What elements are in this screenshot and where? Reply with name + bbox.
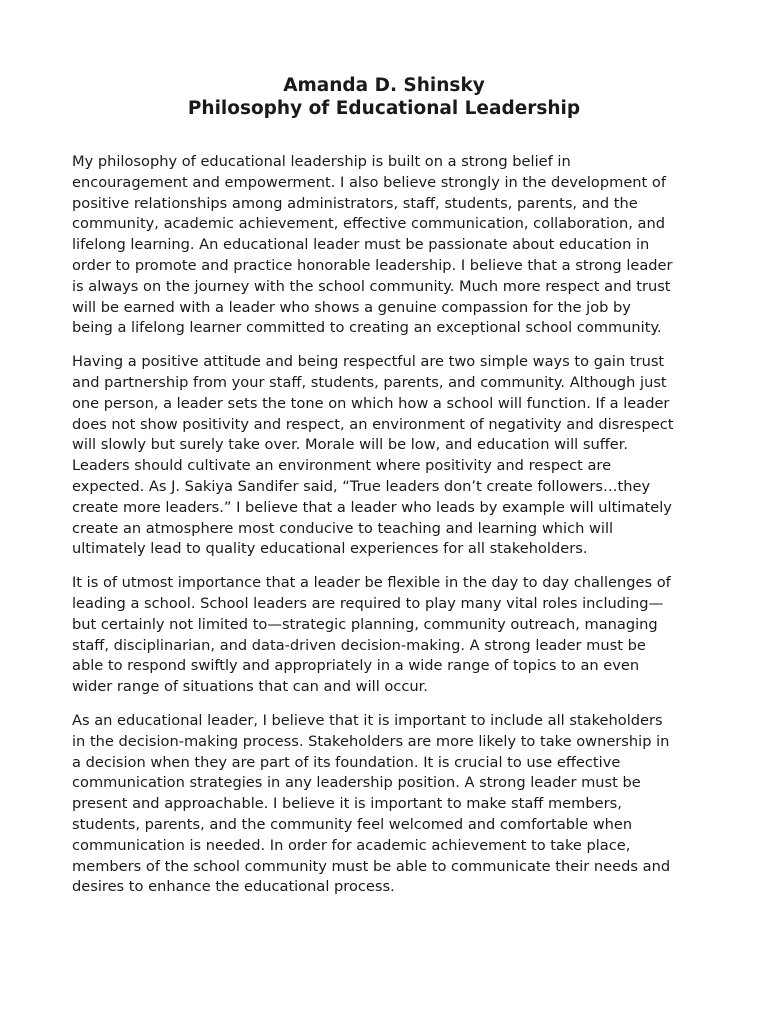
text-line: and partnership from your staff, students, parents, and community. Although just: [72, 373, 667, 391]
text-line: lifelong learning. An educational leader must be passionate about education in: [72, 236, 650, 254]
text-line: Having a positive attitude and being respectful are two simple ways to gain trust: [72, 353, 665, 371]
text-line: expected. As J. Sakiya Sandifer said, “True leaders don’t create followers…they: [72, 477, 651, 495]
paragraph-1: [72, 152, 712, 339]
text-line: Leaders should cultivate an environment where positivity and respect are: [72, 457, 612, 475]
text-line: leading a school. School leaders are required to play many vital roles including—: [72, 594, 664, 612]
text-line: staff, disciplinarian, and data-driven decision-making. A strong leader must be: [72, 636, 646, 654]
text-line: will be earned with a leader who shows a genuine compassion for the job by: [72, 298, 631, 316]
text-line: communication strategies in any leadership position. A strong leader must be: [72, 774, 641, 792]
text-line: is always on the journey with the school community. Much more respect and trust: [72, 277, 671, 295]
text-line: members of the school community must be able to communicate their needs and: [72, 857, 671, 875]
text-line: My philosophy of educational leadership is built on a strong belief in: [72, 153, 571, 170]
text-line: being a lifelong learner committed to creating an exceptional school community.: [72, 319, 662, 337]
text-line: ultimately lead to quality educational experiences for all stakeholders.: [72, 540, 588, 558]
text-line: does not show positivity and respect, an environment of negativity and disrespect: [72, 415, 674, 433]
text-line: one person, a leader sets the tone on which how a school will function. If a leader: [72, 394, 670, 412]
text-line: As an educational leader, I believe that it is important to include all stakeholders: [72, 711, 663, 729]
paragraph-2: [72, 352, 712, 560]
text-line: positive relationships among administrators, staff, students, parents, and the: [72, 194, 638, 212]
text-line: in the decision-making process. Stakeholders are more likely to take ownership in: [72, 732, 670, 750]
document-header: [0, 74, 768, 120]
text-line: present and approachable. I believe it is important to make staff members,: [72, 795, 622, 813]
text-line: community, academic achievement, effective communication, collaboration, and: [72, 215, 665, 233]
text-line: It is of utmost importance that a leader be flexible in the day to day challenges of: [72, 574, 671, 592]
text-line: create more leaders.” I believe that a leader who leads by example will ultimately: [72, 498, 672, 516]
text-line: encouragement and empowerment. I also believe strongly in the development of: [72, 173, 666, 191]
document-title: Philosophy of Educational Leadership: [187, 98, 581, 119]
text-line: able to respond swiftly and appropriately in a wide range of topics to an even: [72, 657, 640, 675]
text-line: students, parents, and the community feel welcomed and comfortable when: [72, 815, 633, 833]
paragraph-3: [72, 573, 712, 698]
text-line: will slowly but surely take over. Morale will be low, and education will suffer.: [72, 436, 629, 454]
text-line: order to promote and practice honorable leadership. I believe that a strong leader: [72, 256, 673, 274]
author-name: Amanda D. Shinsky: [283, 75, 485, 96]
text-line: communication is needed. In order for academic achievement to take place,: [72, 836, 631, 854]
text-line: wider range of situations that can and will occur.: [72, 678, 428, 696]
text-line: create an atmosphere most conducive to teaching and learning which will: [72, 519, 614, 537]
text-line: a decision when they are part of its foundation. It is crucial to use effective: [72, 753, 621, 771]
paragraph-4: [72, 711, 712, 898]
text-line: desires to enhance the educational process.: [72, 878, 395, 896]
text-line: but certainly not limited to—strategic planning, community outreach, managing: [72, 615, 658, 633]
document-body: [72, 152, 712, 911]
